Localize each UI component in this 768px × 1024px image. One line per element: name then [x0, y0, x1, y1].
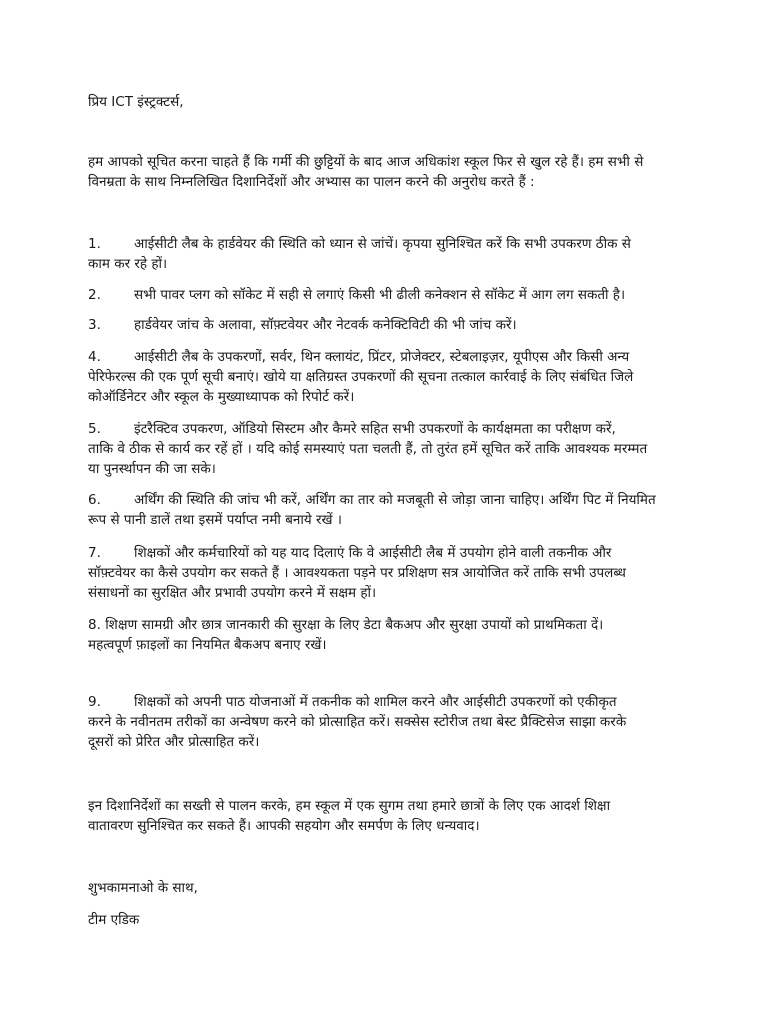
- signature: [88, 910, 688, 930]
- intro-line: हम आपको सूचित करना चाहते हैं कि गर्मी की छुट्टियों के बाद आज अधिकांश स्कूल फिर से खुल रहे हैं। हम सभी से: [88, 154, 644, 170]
- list-item-text: शिक्षण सामग्री और छात्र जानकारी की सुरक्षा के लिए डेटा बैकअप और सुरक्षा उपायों को प्राथमिकता दें।: [105, 617, 604, 633]
- list-item-text: आईसीटी लैब के उपकरणों, सर्वर, थिन क्लायंट, प्रिंटर, प्रोजेक्टर, स्टेबलाइज़र, यूपीएस और किसी अन्य: [134, 349, 630, 365]
- list-item-line: या पुनर्स्थापन की जा सके।: [88, 461, 216, 477]
- list-item-number: 5.: [88, 421, 101, 437]
- list-item-line: सॉफ़्टवेयर का कैसे उपयोग कर सकते हैं । आवश्यकता पड़ने पर प्रशिक्षण सत्र आयोजित करें ताकि सभी उपलब्ध: [88, 565, 626, 581]
- list-item-line: काम कर रहे हों।: [88, 256, 168, 272]
- list-item-text: शिक्षकों को अपनी पाठ योजनाओं में तकनीक को शामिल करने और आईसीटी उपकरणों को एकीकृत: [134, 694, 617, 710]
- list-item-line: [88, 285, 688, 305]
- list-item-line: [88, 490, 688, 510]
- salutation-text: प्रिय ICT इंस्ट्रक्टर्स,: [88, 94, 184, 110]
- list-item-line: पेरिफेरल्स की एक पूर्ण सूची बनाएं। खोये या क्षतिग्रस्त उपकरणों की सूचना तत्काल कार्रवाई के लिए संबंधित जिले: [88, 369, 634, 385]
- list-item: [88, 285, 688, 305]
- list-item-number: 9.: [88, 694, 101, 710]
- list-item-text: सभी पावर प्लग को सॉकेट में सही से लगाएं किसी भी ढीली कनेक्शन से सॉकेट में आग लग सकती है।: [134, 287, 626, 303]
- list-item-line: संसाधनों का सुरक्षित और प्रभावी उपयोग करने में सक्षम हों।: [88, 585, 377, 601]
- list-item: [88, 234, 688, 274]
- list-item-text: शिक्षकों और कर्मचारियों को यह याद दिलाएं कि वे आईसीटी लैब में उपयोग होने वाली तकनीक और: [134, 545, 612, 561]
- list-item-number: 1.: [88, 236, 101, 252]
- list-item-line: [88, 315, 688, 335]
- list-item-line: कोऑर्डिनेटर और स्कूल के मुख्याध्यापक को रिपोर्ट करें।: [88, 389, 355, 405]
- list-item: [88, 419, 688, 479]
- closing-line: इन दिशानिर्देशों का सख्ती से पालन करके, हम स्कूल में एक सुगम तथा हमारे छात्रों के लिए एक आदर्श शिक्षा: [88, 798, 611, 814]
- list-item-line: [88, 615, 688, 635]
- list-item-line: [88, 543, 688, 563]
- intro-paragraph: [88, 152, 688, 192]
- signature-text: टीम एडिक: [88, 912, 140, 928]
- list-item-number: 3.: [88, 317, 101, 333]
- salutation: [88, 92, 688, 112]
- list-item: [88, 490, 688, 530]
- list-item-number: 4.: [88, 349, 101, 365]
- list-item: [88, 692, 688, 752]
- list-item: [88, 315, 688, 335]
- list-item-text: हार्डवेयर जांच के अलावा, सॉफ़्टवेयर और नेटवर्क कनेक्टिविटी की भी जांच करें।: [134, 317, 517, 333]
- list-item-line: रूप से पानी डालें तथा इसमें पर्याप्त नमी बनाये रखें ।: [88, 512, 342, 528]
- list-item-number: 8.: [88, 617, 101, 633]
- list-item-line: [88, 692, 688, 712]
- list-item-number: 7.: [88, 545, 101, 561]
- list-item-text: आईसीटी लैब के हार्डवेयर की स्थिति को ध्यान से जांचें। कृपया सुनिश्चित करें कि सभी उपकरण ठीक से: [134, 236, 631, 252]
- closing-paragraph: [88, 796, 688, 836]
- list-item-text: इंटरैक्टिव उपकरण, ऑडियो सिस्टम और कैमरे सहित सभी उपकरणों के कार्यक्षमता का परीक्षण करें,: [134, 421, 616, 437]
- list-item: [88, 615, 688, 655]
- list-item-text: अर्थिंग की स्थिति की जांच भी करें, अर्थिंग का तार को मजबूती से जोड़ा जाना चाहिए। अर्थिंग पिट में नियमित: [134, 492, 656, 508]
- list-item-number: 6.: [88, 492, 101, 508]
- list-item-line: [88, 419, 688, 439]
- list-item-line: [88, 234, 688, 254]
- list-item: [88, 543, 688, 603]
- regards-text: शुभकामनाओ के साथ,: [88, 880, 198, 896]
- regards: [88, 878, 688, 898]
- list-item: [88, 347, 688, 407]
- list-item-line: दूसरों को प्रेरित और प्रोत्साहित करें।: [88, 734, 260, 750]
- list-item-line: करने के नवीनतम तरीकों का अन्वेषण करने को प्रोत्साहित करें। सक्सेस स्टोरीज तथा बेस्ट प्रैक्टिसेज साझा करके: [88, 714, 627, 730]
- list-item-line: ताकि वे ठीक से कार्य कर रहें हों । यदि कोई समस्याएं पता चलती हैं, तो तुरंत हमें सूचित करें ताकि आवश्यक मरम्मत: [88, 441, 648, 457]
- intro-line: विनम्रता के साथ निम्नलिखित दिशानिर्देशों और अभ्यास का पालन करने की अनुरोध करते हैं :: [88, 174, 535, 190]
- list-item-line: महत्वपूर्ण फ़ाइलों का नियमित बैकअप बनाए रखें।: [88, 637, 327, 653]
- list-item-line: [88, 347, 688, 367]
- closing-line: वातावरण सुनिश्चित कर सकते हैं। आपकी सहयोग और समर्पण के लिए धन्यवाद।: [88, 818, 480, 834]
- list-item-number: 2.: [88, 287, 101, 303]
